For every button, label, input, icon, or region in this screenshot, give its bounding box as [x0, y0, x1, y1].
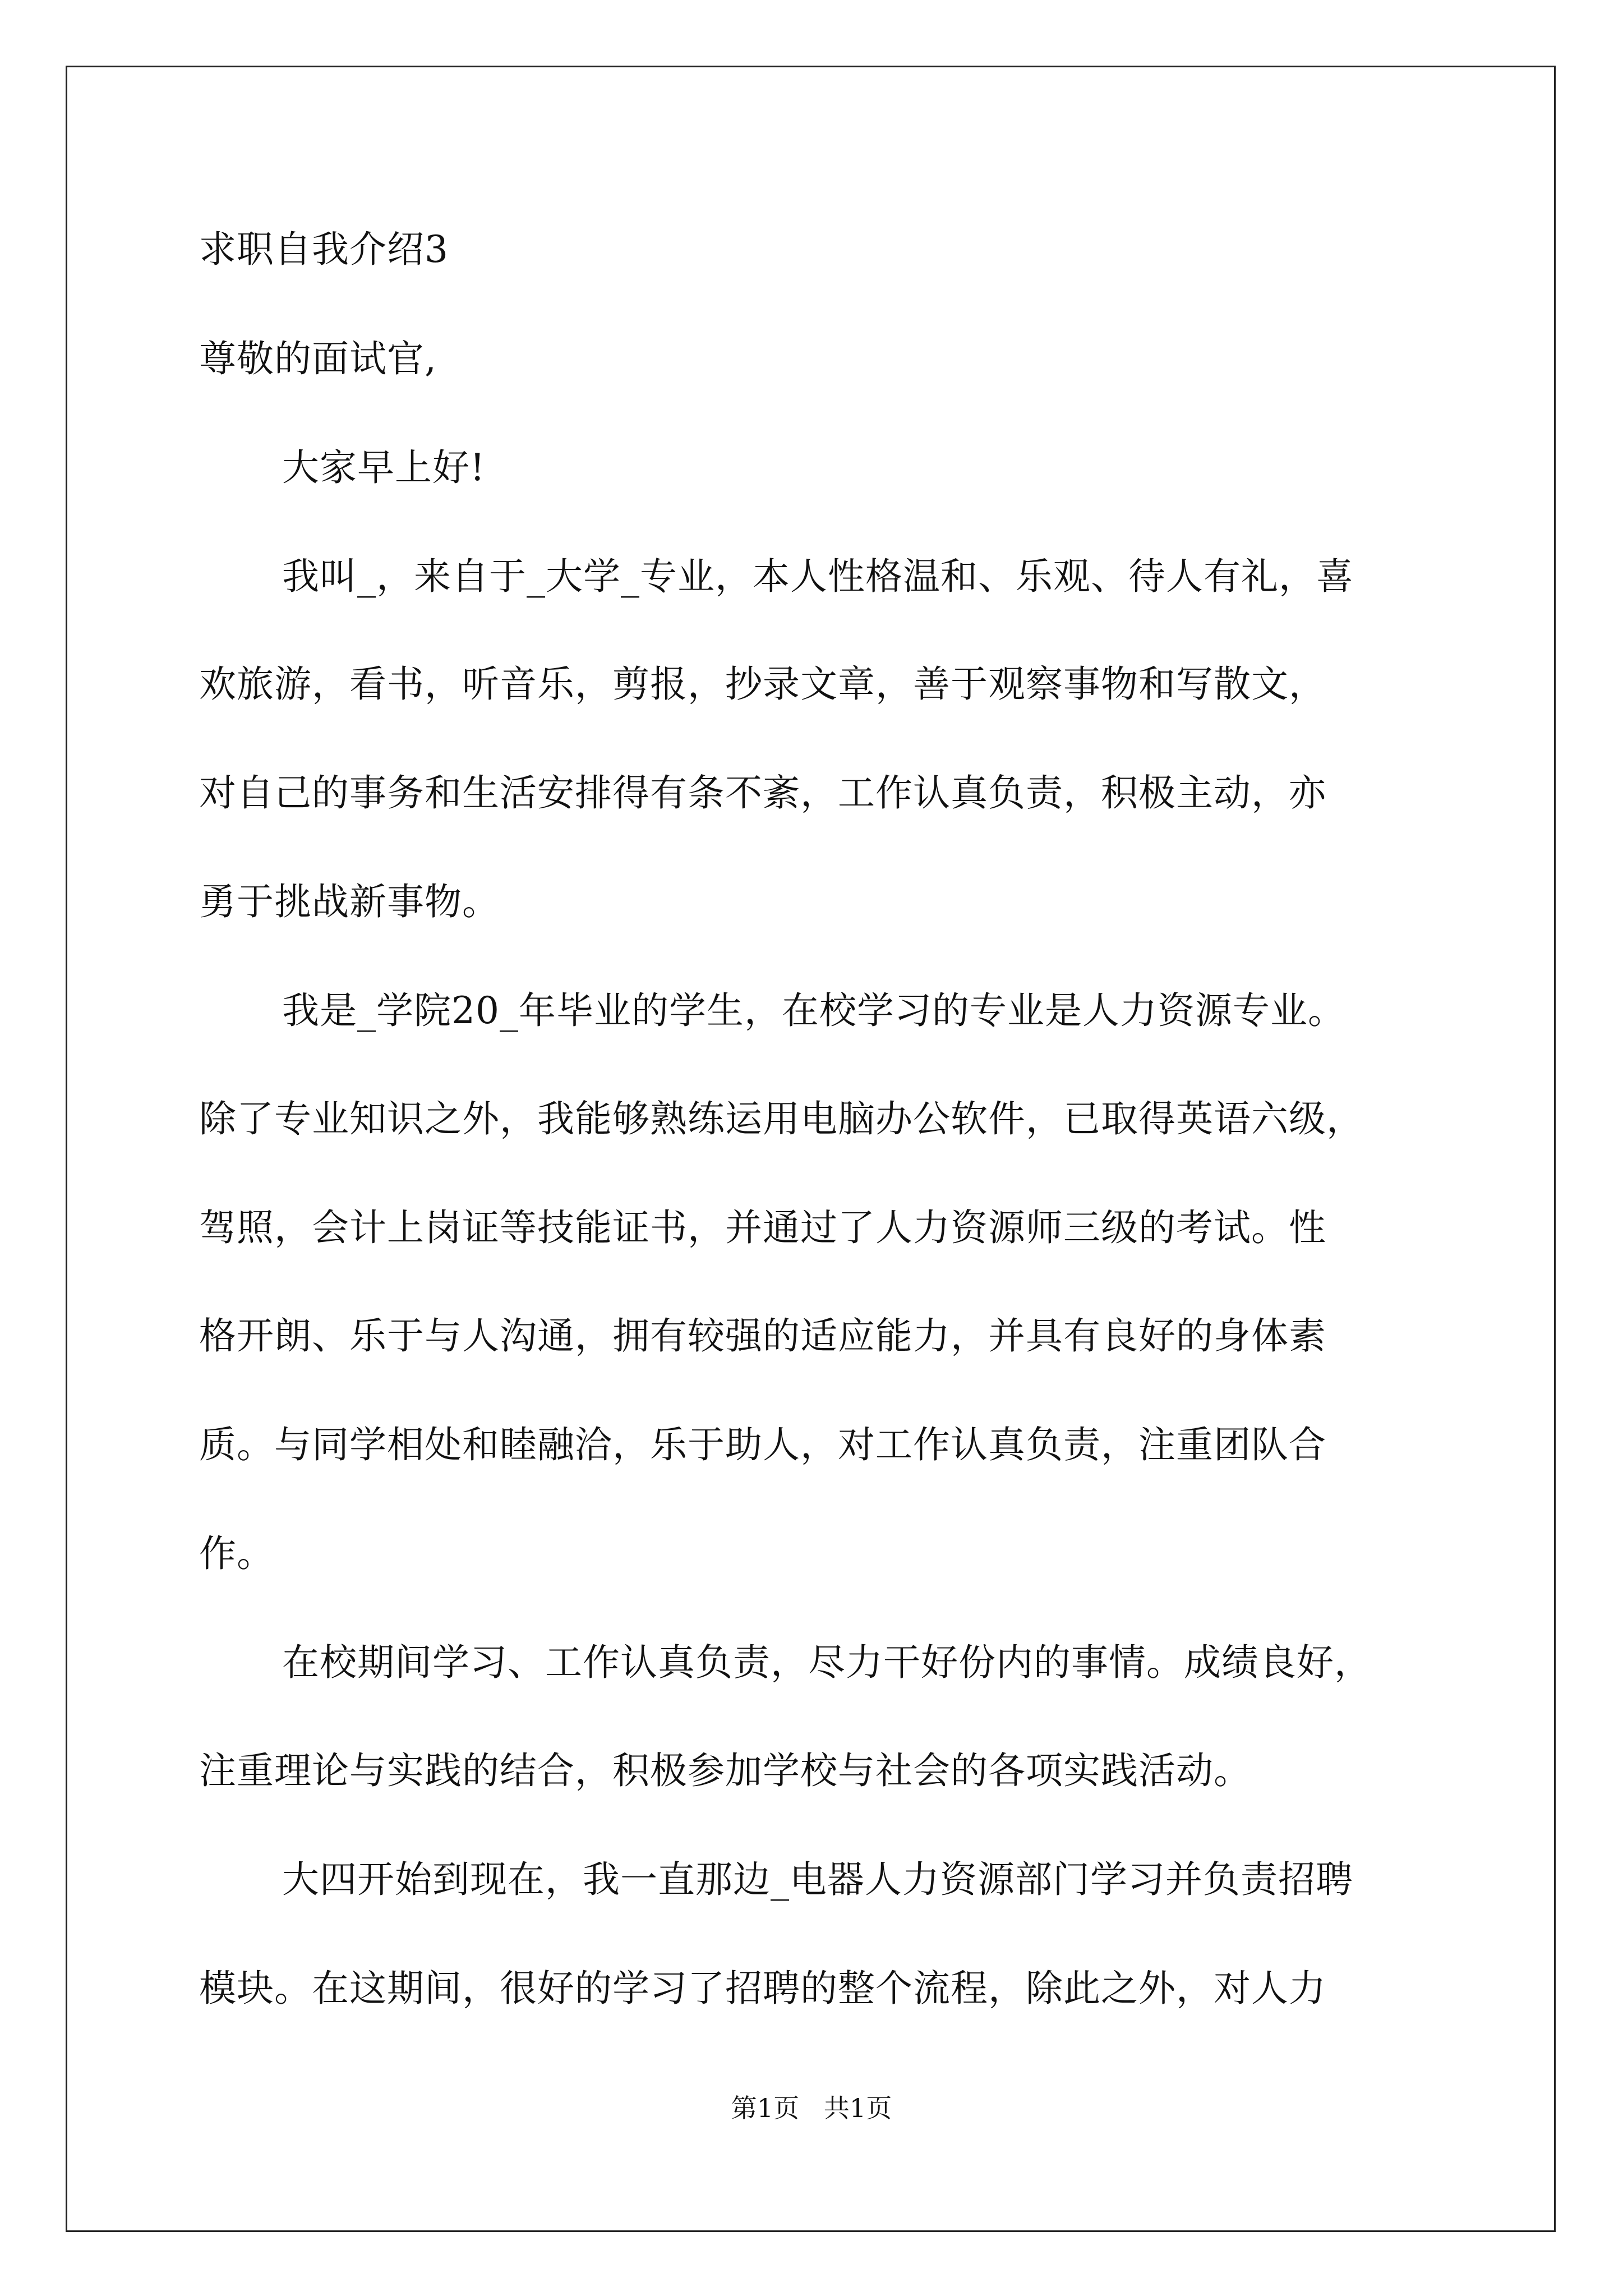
paragraph-line: 作。	[199, 1532, 274, 1575]
paragraph-line: 除了专业知识之外，我能够熟练运用电脑办公软件，已取得英语六级，	[199, 1097, 1364, 1140]
paragraph-line: 在校期间学习、工作认真负责，尽力干好份内的事情。成绩良好，	[282, 1641, 1372, 1684]
page-border	[66, 66, 1556, 2232]
page-number-footer: 第1页 共1页	[731, 2093, 892, 2123]
paragraph-line: 勇于挑战新事物。	[199, 880, 500, 923]
paragraph-line: 模块。在这期间，很好的学习了招聘的整个流程，除此之外，对人力	[199, 1967, 1326, 2010]
paragraph-line: 质。与同学相处和睦融洽，乐于助人，对工作认真负责，注重团队合	[199, 1423, 1326, 1466]
paragraph-line: 我是_学院20_年毕业的学生，在校学习的专业是人力资源专业。	[282, 989, 1345, 1032]
paragraph-line: 驾照，会计上岗证等技能证书，并通过了人力资源师三级的考试。性	[199, 1206, 1326, 1249]
paragraph-line: 注重理论与实践的结合，积极参加学校与社会的各项实践活动。	[199, 1749, 1251, 1792]
greeting: 大家早上好!	[282, 446, 486, 489]
paragraph-line: 对自己的事务和生活安排得有条不紊，工作认真负责，积极主动，亦	[199, 771, 1326, 815]
paragraph-line: 我叫_，来自于_大学_专业，本人性格温和、乐观、待人有礼，喜	[282, 555, 1354, 598]
paragraph-line: 大四开始到现在，我一直那边_电器人力资源部门学习并负责招聘	[282, 1858, 1353, 1901]
paragraph-line: 格开朗、乐于与人沟通，拥有较强的适应能力，并具有良好的身体素	[199, 1314, 1326, 1358]
salutation: 尊敬的面试官,	[199, 337, 437, 380]
document-title: 求职自我介绍3	[199, 228, 449, 271]
paragraph-line: 欢旅游，看书，听音乐，剪报，抄录文章，善于观察事物和写散文，	[199, 662, 1326, 706]
